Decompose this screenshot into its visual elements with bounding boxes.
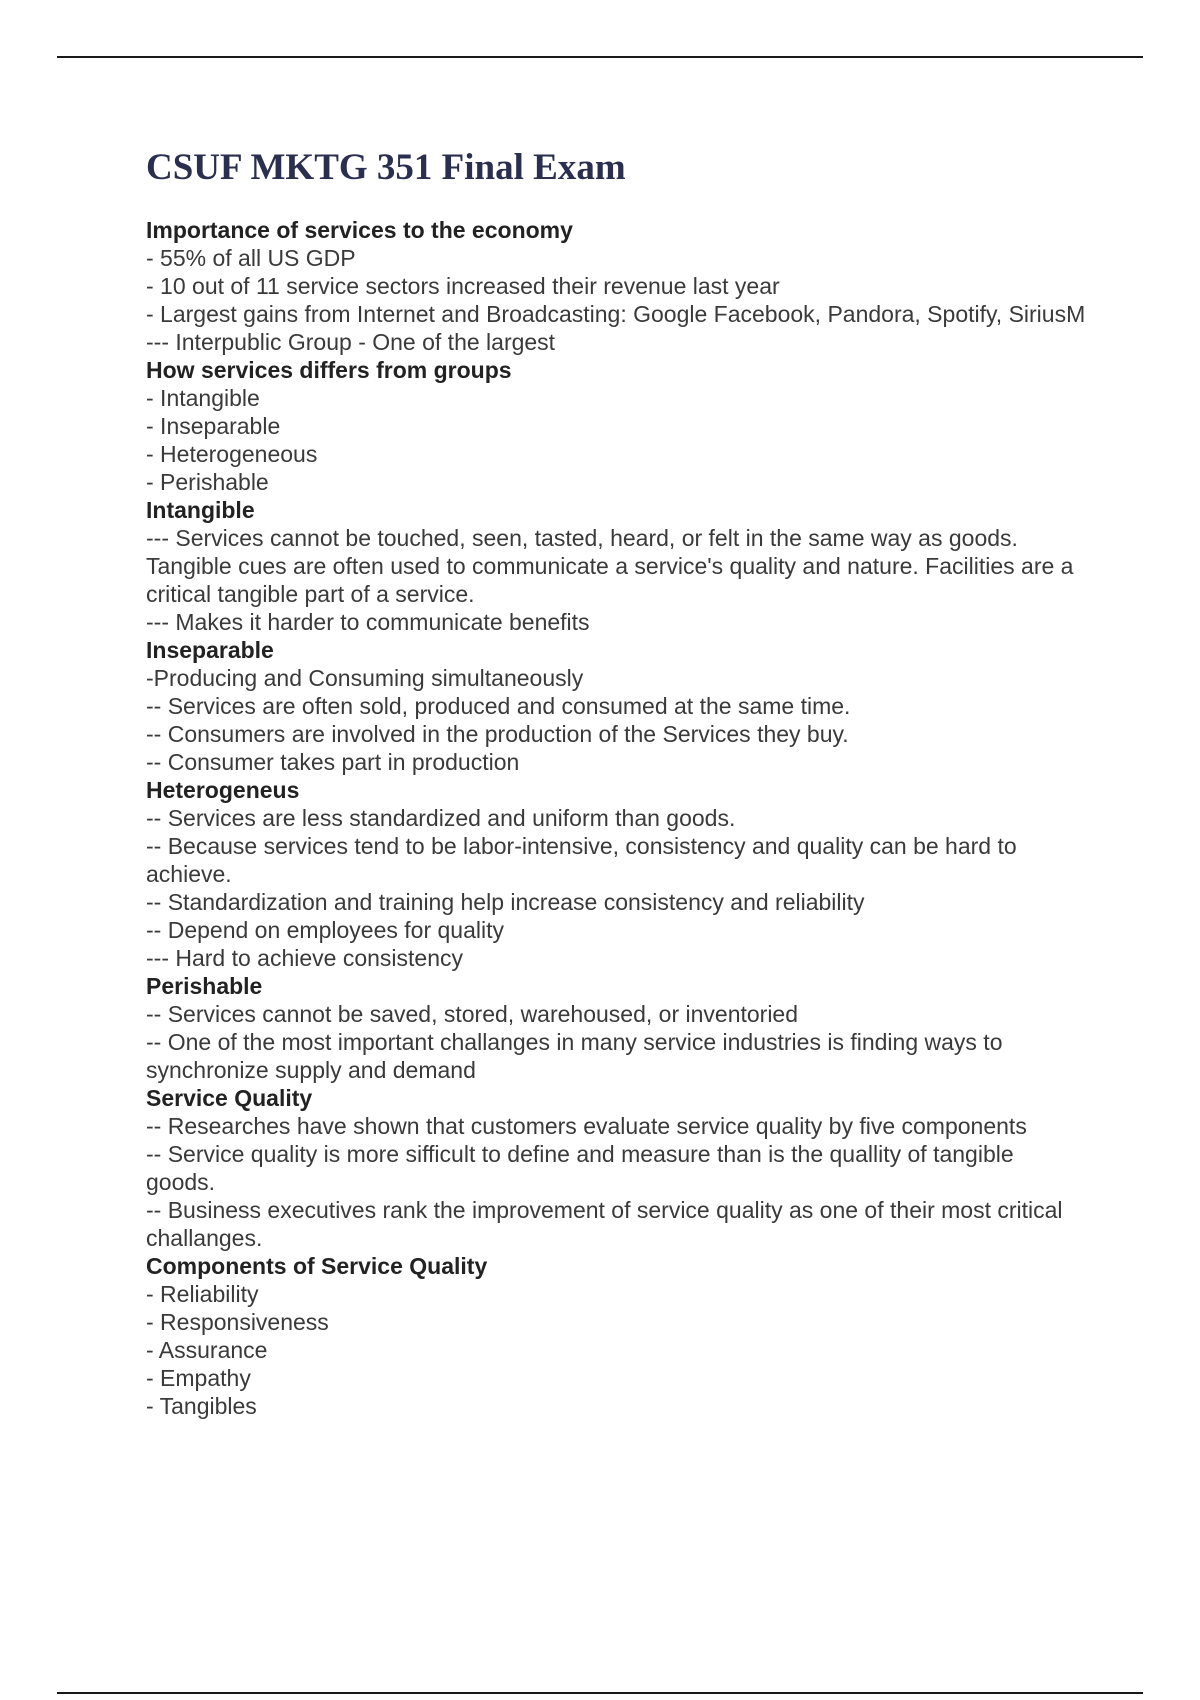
- section-heading: Inseparable: [146, 637, 274, 663]
- section-heading: How services differs from groups: [146, 357, 512, 383]
- section-line: -- Researches have shown that customers evaluate service quality by five components: [146, 1113, 1027, 1139]
- section-heading: Intangible: [146, 497, 255, 523]
- section-line: --- Interpublic Group - One of the largest: [146, 329, 556, 355]
- section-line: - Assurance: [146, 1337, 268, 1363]
- section-line: -- Business executives rank the improvement of service quality as one of their most critical challanges.: [146, 1197, 1063, 1251]
- section-intangible: [146, 496, 1086, 636]
- section-line: -- Depend on employees for quality: [146, 917, 504, 943]
- section-line: -- Services are less standardized and uniform than goods.: [146, 805, 736, 831]
- section-inseparable: [146, 636, 1086, 776]
- section-heading: Perishable: [146, 973, 263, 999]
- section-line: --- Hard to achieve consistency: [146, 945, 464, 971]
- section-line: -- Consumers are involved in the production of the Services they buy.: [146, 721, 849, 747]
- section-line: - Intangible: [146, 385, 260, 411]
- section-line: -- Services cannot be saved, stored, warehoused, or inventoried: [146, 1001, 799, 1027]
- section-heading: Components of Service Quality: [146, 1253, 488, 1279]
- section-heading: Importance of services to the economy: [146, 217, 573, 243]
- section-line: -- One of the most important challanges in many service industries is finding ways to synchronize supply and demand: [146, 1029, 1003, 1083]
- section-line: - Largest gains from Internet and Broadcasting: Google Facebook, Pandora, Spotify, SiriusM: [146, 301, 1086, 327]
- section-heading: Service Quality: [146, 1085, 313, 1111]
- section-line: - Tangibles: [146, 1393, 257, 1419]
- section-line: --- Makes it harder to communicate benefits: [146, 609, 590, 635]
- section-line: -- Because services tend to be labor-intensive, consistency and quality can be hard to achieve.: [146, 833, 1017, 887]
- document-body: [146, 142, 1086, 1420]
- section-line: - Heterogeneous: [146, 441, 318, 467]
- section-importance-of-services: [146, 216, 1086, 356]
- section-heterogeneus: [146, 776, 1086, 972]
- section-line: - Perishable: [146, 469, 269, 495]
- section-line: -- Consumer takes part in production: [146, 749, 520, 775]
- section-service-quality: [146, 1084, 1086, 1252]
- section-line: - 55% of all US GDP: [146, 245, 356, 271]
- section-line: -- Standardization and training help increase consistency and reliability: [146, 889, 865, 915]
- section-line: - Empathy: [146, 1365, 251, 1391]
- section-perishable: [146, 972, 1086, 1084]
- section-line: -- Service quality is more sifficult to define and measure than is the quallity of tangible goods.: [146, 1141, 1014, 1195]
- section-line: - 10 out of 11 service sectors increased their revenue last year: [146, 273, 780, 299]
- bottom-rule: [57, 1692, 1143, 1694]
- section-components-of-service-quality: [146, 1252, 1086, 1420]
- section-line: --- Services cannot be touched, seen, tasted, heard, or felt in the same way as goods. Tangible cues are often used to communicate a service's quality and nature. Facilities are a critical tangible part of a service.: [146, 525, 1074, 607]
- section-list: [146, 216, 1086, 1420]
- section-line: - Reliability: [146, 1281, 259, 1307]
- section-how-services-differ: [146, 356, 1086, 496]
- section-line: -Producing and Consuming simultaneously: [146, 665, 584, 691]
- section-line: -- Services are often sold, produced and consumed at the same time.: [146, 693, 851, 719]
- top-rule: [57, 56, 1143, 58]
- document-title: CSUF MKTG 351 Final Exam: [146, 147, 626, 188]
- section-heading: Heterogeneus: [146, 777, 300, 803]
- section-line: - Inseparable: [146, 413, 281, 439]
- section-line: - Responsiveness: [146, 1309, 329, 1335]
